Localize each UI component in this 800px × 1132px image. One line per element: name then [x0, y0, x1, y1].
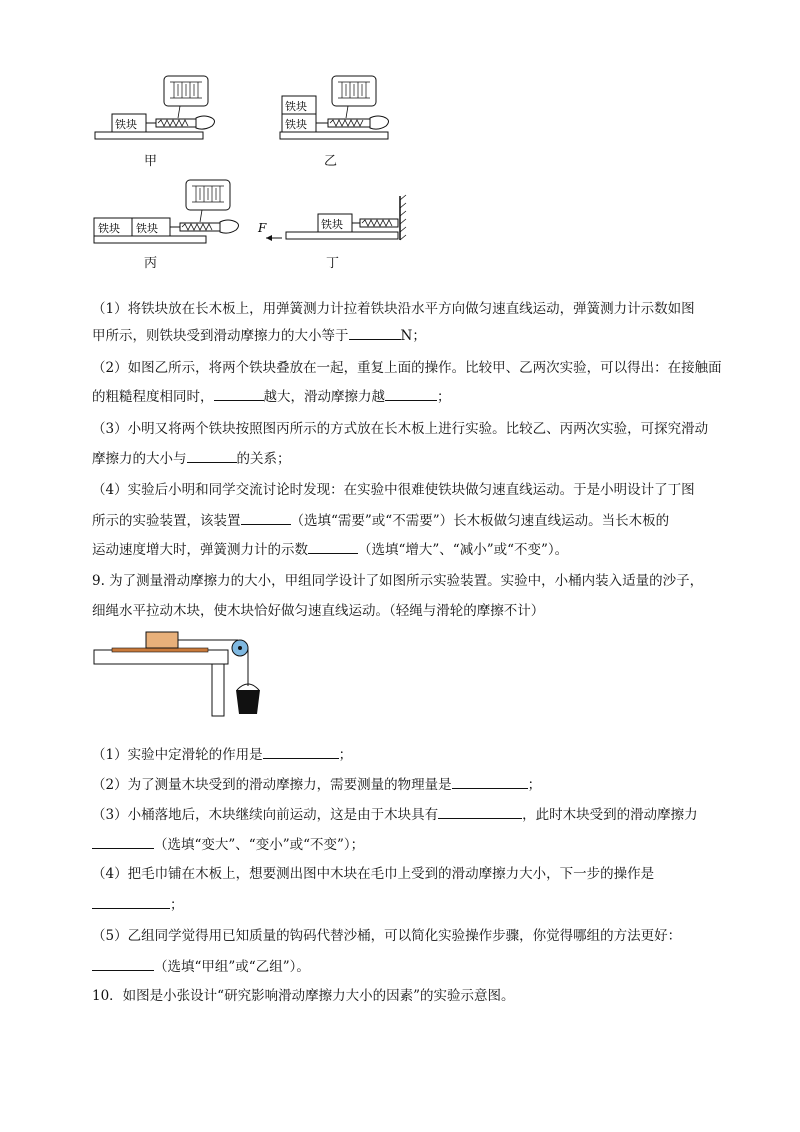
q9-sub3-line1 — [92, 804, 698, 825]
text: ； — [527, 777, 542, 793]
figure-caption-jia: 甲 — [144, 154, 158, 169]
long-board — [95, 132, 203, 139]
wooden-board — [112, 648, 208, 652]
q8-part3-line1: （3）小明又将两个铁块按照图丙所示的方式放在长木板上进行实验。比较乙、丙两次实验，可探究滑动 — [92, 421, 709, 437]
figure-yi — [278, 72, 408, 147]
q8-part4-line3 — [92, 539, 568, 560]
iron-block-label: 铁块 — [285, 118, 307, 131]
text: 摩擦力的大小与 — [92, 451, 187, 467]
q9-sub2 — [92, 774, 541, 795]
text: 甲所示，则铁块受到滑动摩擦力的大小等于 — [92, 328, 349, 344]
answer-blank[interactable] — [385, 386, 437, 401]
answer-blank[interactable] — [349, 325, 401, 340]
q9-sub3-line2 — [92, 834, 364, 855]
wooden-block — [146, 632, 178, 648]
q9-sub5-line1: （5）乙组同学觉得用已知质量的钩码代替沙桶，可以简化实验操作步骤，你觉得哪组的方法更好： — [92, 928, 682, 944]
text: 的关系； — [236, 451, 291, 467]
text: （1）实验中定滑轮的作用是 — [92, 747, 263, 763]
iron-block-label: 铁块 — [98, 222, 120, 235]
q8-part1-line2 — [92, 325, 426, 346]
figure-bing — [90, 176, 250, 248]
answer-blank[interactable] — [452, 774, 528, 789]
hand-icon — [370, 116, 389, 129]
hand-icon — [196, 116, 215, 129]
q8-part2-line2 — [92, 386, 451, 407]
text: （3）小桶落地后，木块继续向前运动，这是由于木块具有 — [92, 807, 439, 823]
text: 所示的实验装置，该装置 — [92, 513, 241, 529]
q9-sub5-line2 — [92, 956, 310, 977]
answer-blank[interactable] — [187, 448, 237, 463]
figure-caption-yi: 乙 — [324, 154, 338, 169]
figure-caption-ding: 丁 — [326, 256, 340, 271]
text: ； — [170, 897, 184, 913]
figure-ding — [252, 194, 412, 250]
force-label: F — [258, 221, 267, 235]
answer-blank[interactable] — [241, 510, 291, 525]
answer-blank[interactable] — [92, 894, 170, 909]
q8-part4-line2 — [92, 510, 669, 531]
iron-block-label: 铁块 — [136, 222, 158, 235]
text: （选填“增大”、“减小”或“不变”）。 — [358, 542, 569, 558]
answer-blank[interactable] — [92, 834, 154, 849]
q9-sub4-line1: （4）把毛巾铺在木板上，想要测出图中木块在毛巾上受到的滑动摩擦力大小，下一步的操作是 — [92, 866, 655, 882]
answer-blank[interactable] — [438, 804, 522, 819]
q10-intro: 10．如图是小张设计“研究影响滑动摩擦力大小的因素”的实验示意图。 — [92, 988, 515, 1004]
answer-blank[interactable] — [263, 744, 339, 759]
q8-part3-line2 — [92, 448, 291, 469]
q9-sub4-line2 — [92, 894, 184, 915]
q9-intro-line2: 细绳水平拉动木块，使木块恰好做匀速直线运动。（轻绳与滑轮的摩擦不计） — [92, 603, 545, 619]
answer-blank[interactable] — [214, 386, 264, 401]
text: ，此时木块受到的滑动摩擦力 — [522, 807, 698, 823]
iron-block-label: 铁块 — [321, 218, 343, 231]
long-board — [94, 236, 206, 243]
answer-blank[interactable] — [308, 539, 358, 554]
text: （2）为了测量木块受到的滑动摩擦力，需要测量的物理量是 — [92, 777, 452, 793]
q9-sub1 — [92, 744, 352, 765]
q8-part2-line1: （2）如图乙所示，将两个铁块叠放在一起，重复上面的操作。比较甲、乙两次实验，可以得出：在接触面 — [92, 360, 722, 376]
figure-jia — [90, 72, 220, 147]
text: 的粗糙程度相同时， — [92, 389, 214, 405]
text: （选填“变大”、“变小”或“不变”）； — [154, 837, 365, 853]
q8-part1-line1: （1）将铁块放在长木板上，用弹簧测力计拉着铁块沿水平方向做匀速直线运动，弹簧测力计示数如图 — [92, 301, 695, 317]
hand-icon — [220, 220, 239, 233]
text: 越大，滑动摩擦力越 — [263, 389, 385, 405]
text: ； — [437, 389, 451, 405]
text: 运动速度增大时，弹簧测力计的示数 — [92, 542, 308, 558]
figure-caption-bing: 丙 — [144, 256, 158, 271]
answer-blank[interactable] — [92, 956, 154, 971]
long-board — [280, 132, 388, 139]
long-board — [286, 232, 398, 239]
text: （选填“需要”或“不需要”）长木板做匀速直线运动。当长木板的 — [290, 513, 670, 529]
table-leg — [212, 664, 224, 716]
figure-pulley-apparatus — [92, 628, 272, 720]
q9-intro-line1: 9. 为了测量滑动摩擦力的大小，甲组同学设计了如图所示实验装置。实验中，小桶内装入适量的沙子， — [92, 573, 704, 589]
iron-block-label: 铁块 — [285, 100, 307, 113]
bucket-icon — [236, 690, 260, 714]
iron-block-label: 铁块 — [115, 118, 137, 131]
text: ； — [338, 747, 353, 763]
text: N； — [400, 328, 426, 344]
text: （选填“甲组”或“乙组”）。 — [154, 959, 310, 975]
q8-part4-line1: （4）实验后小明和同学交流讨论时发现：在实验中很难使铁块做匀速直线运动。于是小明设计了丁图 — [92, 482, 695, 498]
